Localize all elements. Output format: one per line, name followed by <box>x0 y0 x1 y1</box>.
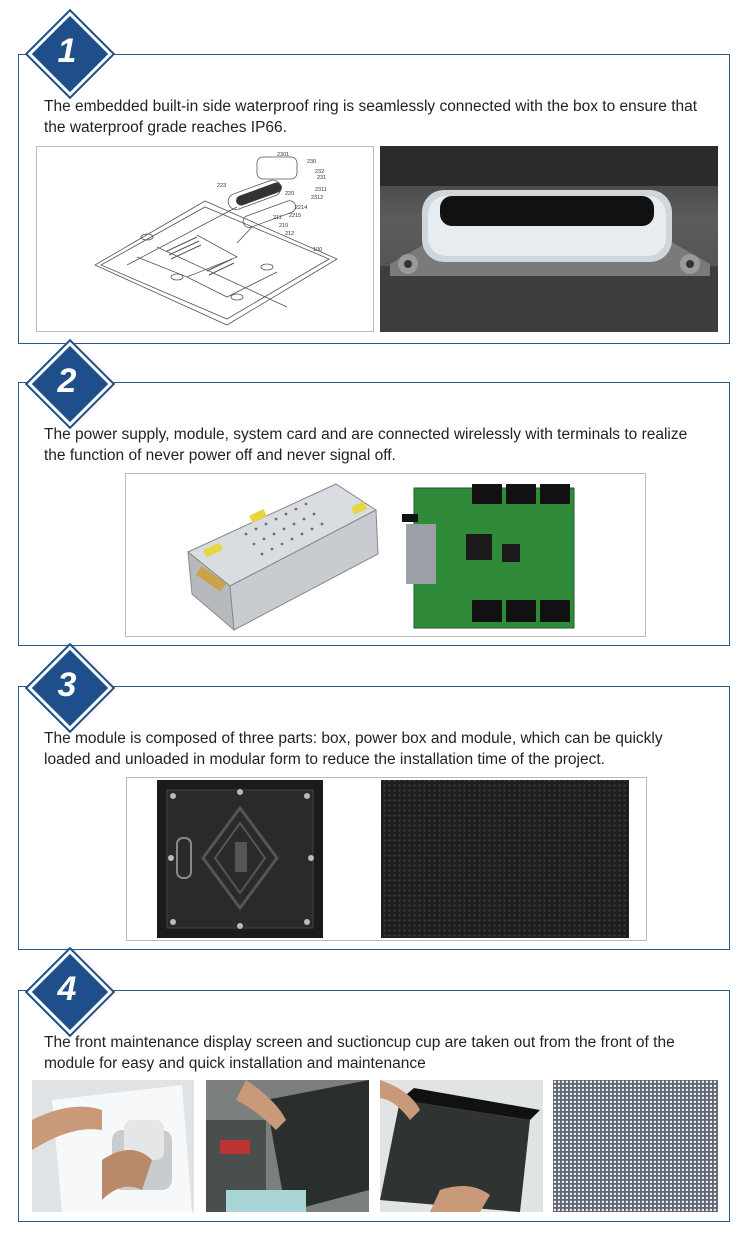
label-211: 211 <box>273 215 282 221</box>
label-100: 100 <box>313 247 323 253</box>
step-3-description: The module is composed of three parts: box, power box and module, which can be quickly loaded and unloaded in modular form to reduce the installation time of the project. <box>44 730 663 768</box>
label-212: 212 <box>285 231 295 237</box>
label-2311: 2311 <box>315 187 327 193</box>
step-1-number: 1 <box>57 31 77 70</box>
module-removal-photo <box>206 1080 369 1212</box>
step-1-description: The embedded built-in side waterproof ring is seamlessly connected with the box to ensure that the waterproof grade reaches IP66. <box>44 98 698 136</box>
label-231: 231 <box>317 175 327 181</box>
label-220: 220 <box>285 191 295 197</box>
step-2-description: The power supply, module, system card and are connected wirelessly with terminals to realize the function of never power off and never signal off. <box>44 426 688 464</box>
step-3-number: 3 <box>57 665 77 704</box>
label-2215: 2215 <box>289 213 302 219</box>
label-230: 230 <box>307 159 317 165</box>
label-222: 222 <box>269 187 279 193</box>
module-install-photo <box>380 1080 543 1212</box>
label-2312: 2312 <box>311 195 324 201</box>
label-2301: 2301 <box>277 152 290 158</box>
label-223: 223 <box>217 183 227 189</box>
step-4-number: 4 <box>57 969 77 1008</box>
step-2-number: 2 <box>57 361 77 400</box>
label-210: 210 <box>279 223 289 229</box>
suction-cup-photo <box>32 1080 194 1212</box>
step-4-description: The front maintenance display screen and suctioncup cup are taken out from the front of the module for easy and quick installation and maintenance <box>44 1034 675 1072</box>
led-closeup-photo <box>553 1080 718 1212</box>
label-232: 232 <box>315 169 325 175</box>
label-2214: 2214 <box>295 205 308 211</box>
